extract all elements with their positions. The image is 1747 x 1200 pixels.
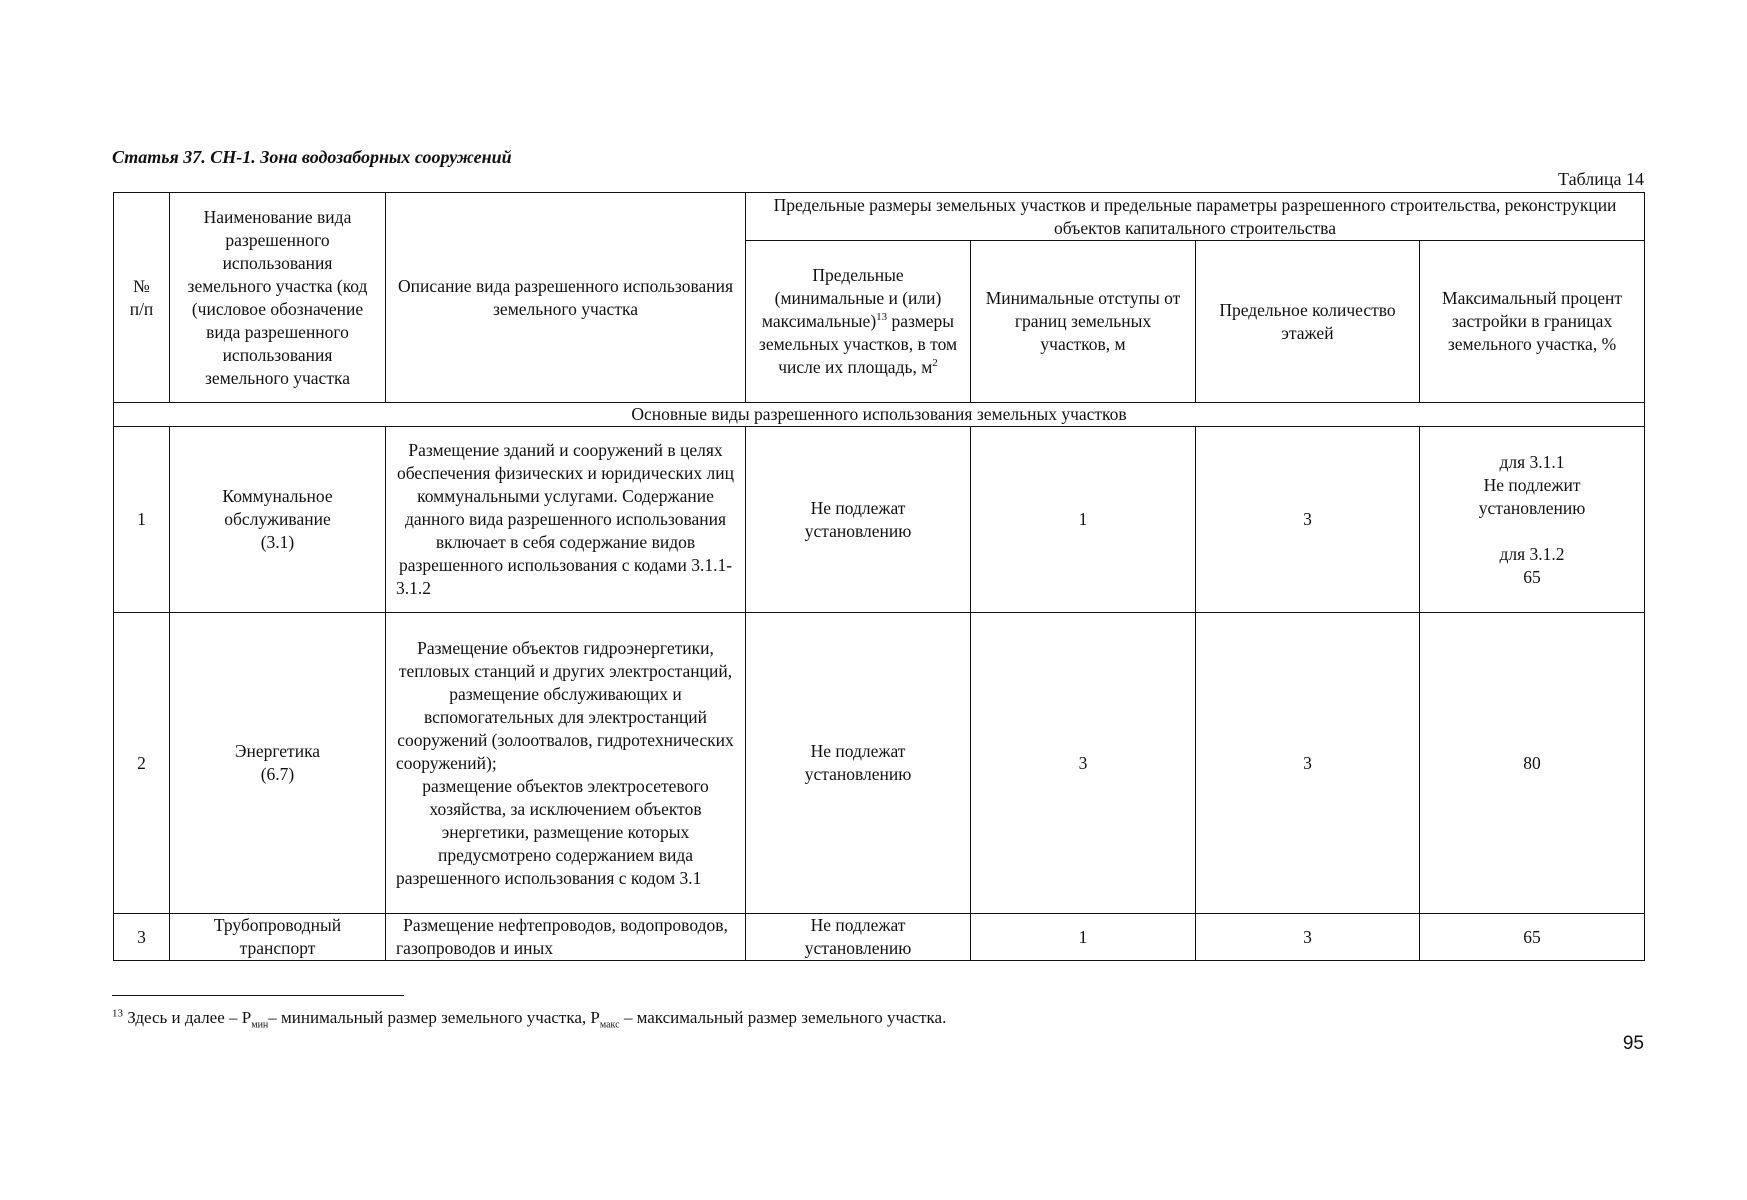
table-row xyxy=(114,914,1645,961)
header-use-name: Наименование вида разрешенного использования земельного участка (код (числовое обозначение вида разрешенного использования земельного участка xyxy=(170,193,386,403)
footnote: $^{13}$ Здесь и далее – $Р_{мин}-$ минимальный размер земельного участка, $Р_{макс}$ – максимальный размер земельного участка. xyxy=(112,1007,947,1031)
row-use-name: Коммунальное обслуживание (3.1) xyxy=(170,427,386,613)
section-row xyxy=(114,403,1645,427)
footnote-ref: 13 xyxy=(876,311,888,324)
footnote-separator xyxy=(112,995,404,996)
row-description: Размещение зданий и сооружений в целях обеспечения физических и юридических лиц коммунальными услугами. Содержание данного вида разрешенного использования включает в себя содержание видов разрешенного использования с кодами 3.1.1-3.1.2 xyxy=(386,427,746,613)
table-row xyxy=(114,427,1645,613)
section-title: Основные виды разрешенного использования земельных участков xyxy=(114,403,1645,427)
land-use-table xyxy=(113,192,1645,961)
row-setback: 1 xyxy=(971,427,1196,613)
row-plot-size: Не подлежат установлению xyxy=(746,427,971,613)
page-number: 95 xyxy=(1622,1033,1644,1054)
row-use-name: Энергетика (6.7) xyxy=(170,613,386,914)
row-coverage: 65 xyxy=(1420,914,1645,961)
header-floors: Предельное количество этажей xyxy=(1196,241,1420,403)
row-floors: 3 xyxy=(1196,613,1420,914)
header-description: Описание вида разрешенного использования земельного участка xyxy=(386,193,746,403)
row-floors: 3 xyxy=(1196,914,1420,961)
row-number: 1 xyxy=(114,427,170,613)
table-label: Таблица 14 xyxy=(1558,169,1644,189)
row-number: 3 xyxy=(114,914,170,961)
row-setback: 3 xyxy=(971,613,1196,914)
row-number: 2 xyxy=(114,613,170,914)
row-plot-size: Не подлежат установлению xyxy=(746,914,971,961)
row-use-name: Трубопроводный транспорт xyxy=(170,914,386,961)
header-plot-size: Предельные (минимальные и (или) максимальные)$^{13}$ размеры земельных участков, в том числе их площадь, $м^2$ xyxy=(746,241,971,403)
row-coverage: 80 xyxy=(1420,613,1645,914)
header-number: № п/п xyxy=(114,193,170,403)
article-title: Статья 37. СН-1. Зона водозаборных сооружений xyxy=(112,147,512,167)
row-setback: 1 xyxy=(971,914,1196,961)
header-setback: Минимальные отступы от границ земельных участков, м xyxy=(971,241,1196,403)
row-description: Размещение объектов гидроэнергетики, тепловых станций и других электростанций, размещение обслуживающих и вспомогательных для электростанций сооружений (золоотвалов, гидротехнических сооружений); размещение объектов электросетевого хозяйства, за исключением объектов энергетики, размещение которых предусмотрено содержанием вида разрешенного использования с кодом 3.1 xyxy=(386,613,746,914)
header-limits-group: Предельные размеры земельных участков и предельные параметры разрешенного строительства, реконструкции объектов капитального строительства xyxy=(746,193,1645,241)
row-floors: 3 xyxy=(1196,427,1420,613)
header-coverage: Максимальный процент застройки в границах земельного участка, % xyxy=(1420,241,1645,403)
table-row xyxy=(114,613,1645,914)
table-header-row-1 xyxy=(114,193,1645,241)
row-description: Размещение нефтепроводов, водопроводов, газопроводов и иных xyxy=(386,914,746,961)
row-plot-size: Не подлежат установлению xyxy=(746,613,971,914)
row-coverage: для 3.1.1 Не подлежит установлению для 3.1.2 65 xyxy=(1420,427,1645,613)
